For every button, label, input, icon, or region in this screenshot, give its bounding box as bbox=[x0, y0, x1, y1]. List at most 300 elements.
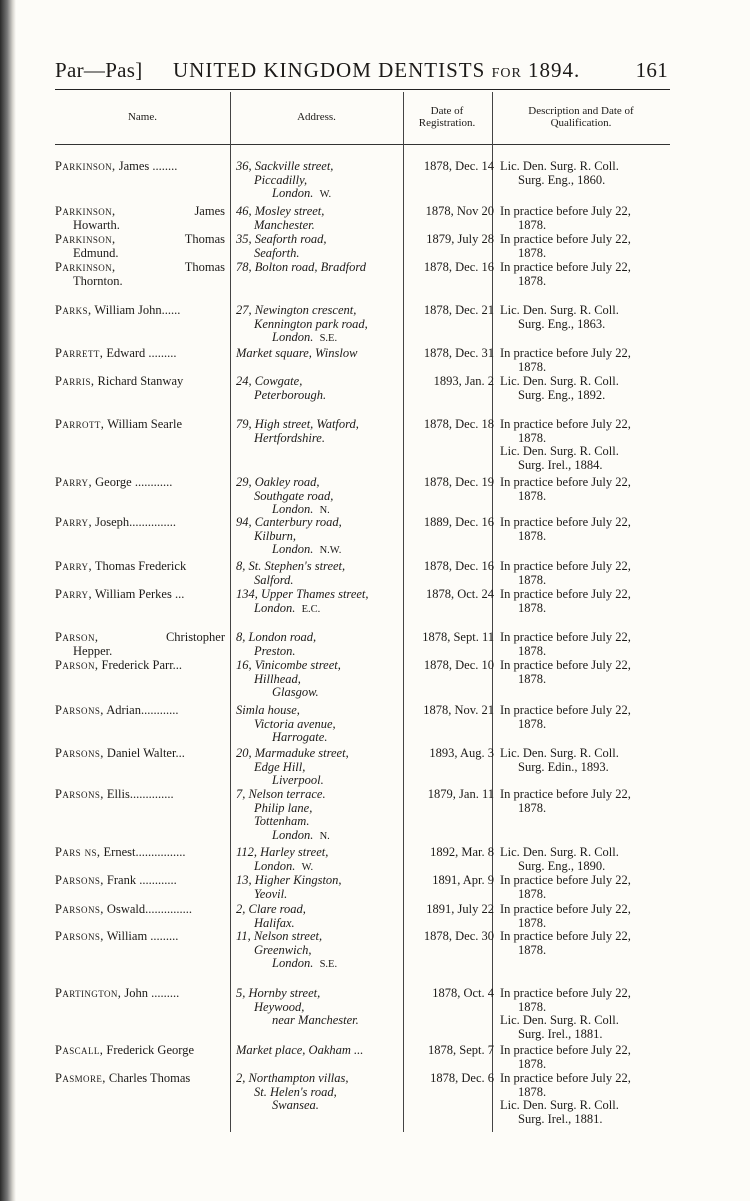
entry-address-text: Kennington park road, bbox=[254, 316, 368, 331]
entry-qualification-line: In practice before July 22, bbox=[500, 1043, 631, 1057]
entry-qualification-line: Lic. Den. Surg. R. Coll. bbox=[500, 1098, 619, 1112]
entry-name-line bbox=[55, 930, 225, 944]
entry-address bbox=[236, 476, 404, 518]
entry-address-line bbox=[236, 802, 404, 816]
entry-address-text: Hillhead, bbox=[254, 671, 301, 686]
entry-qualification bbox=[500, 560, 670, 587]
entry-qualification bbox=[500, 261, 670, 288]
entry-given-name: James bbox=[118, 159, 150, 173]
entry-qualification bbox=[500, 233, 670, 260]
entry-address-text: 35, Seaforth road, bbox=[236, 232, 327, 246]
entry-qualification-line: 1878. bbox=[518, 915, 547, 930]
entry-surname: Pars ns, bbox=[55, 845, 101, 859]
entry-name bbox=[55, 704, 225, 718]
entry-address bbox=[236, 846, 404, 874]
entry-address-line bbox=[236, 731, 404, 745]
entry-address-line bbox=[236, 219, 404, 233]
entry-registration-date: 1878, Dec. 10 bbox=[423, 658, 494, 672]
header-range: Par—Pas] bbox=[55, 58, 143, 82]
entry-address-line bbox=[236, 874, 404, 888]
entry-address bbox=[236, 160, 404, 202]
entry-address-text: Market square, Winslow bbox=[236, 346, 358, 360]
entry-address-text: Southgate road, bbox=[254, 488, 334, 503]
entry-address-line bbox=[236, 418, 404, 432]
entry-given-name: Charles Thomas bbox=[108, 1071, 191, 1085]
entry-address-text: Simla house, bbox=[236, 703, 300, 717]
entry-given-name: Oswald bbox=[106, 902, 146, 916]
entry-address-text: Halifax. bbox=[254, 915, 295, 930]
page-number: 161 bbox=[635, 58, 668, 82]
entry-address-text: Salford. bbox=[254, 572, 294, 587]
entry-qualification-line: In practice before July 22, bbox=[500, 630, 631, 644]
entry-leader-dots: ... bbox=[172, 658, 183, 672]
entry-registration-date: 1878, Dec. 19 bbox=[423, 475, 494, 489]
entry-address-text: Piccadilly, bbox=[254, 172, 308, 187]
entry-surname: Parkinson, bbox=[55, 159, 116, 173]
entry-qualification bbox=[500, 987, 670, 1041]
entry-name-line bbox=[55, 1044, 225, 1058]
entry-address-line bbox=[236, 187, 404, 202]
entry-qualification-line: 1878. bbox=[518, 999, 547, 1014]
entry-address-text: Peterborough. bbox=[254, 387, 327, 402]
entry-qualification bbox=[500, 1044, 670, 1071]
entry-address-text: 7, Nelson terrace. bbox=[236, 787, 326, 801]
entry-name bbox=[55, 788, 225, 802]
entry-name-line bbox=[55, 631, 225, 645]
entry-registration-date: 1879, July 28 bbox=[426, 232, 494, 246]
entry-address-text: Market place, Oakham ... bbox=[236, 1043, 364, 1057]
entry-given-name: William Perkes bbox=[94, 587, 172, 601]
entry-name bbox=[55, 205, 225, 232]
entry-registration-date: 1878, Dec. 31 bbox=[423, 346, 494, 360]
column-header-name bbox=[55, 92, 230, 142]
entry-address-text: 16, Vinicombe street, bbox=[236, 658, 341, 672]
entry-qualification-line: 1878. bbox=[518, 643, 547, 658]
entry-leader-dots: ................ bbox=[135, 845, 186, 859]
entry-given-name: John bbox=[124, 986, 149, 1000]
entry-given-name: William bbox=[106, 929, 148, 943]
entry-given-name: Joseph bbox=[95, 515, 130, 529]
entry-name-line bbox=[55, 375, 225, 389]
entry-qualification-line: Surg. Irel., 1881. bbox=[518, 1111, 603, 1126]
entry-address-text: Greenwich, bbox=[254, 942, 312, 957]
entry-postal-district: W. bbox=[319, 189, 332, 200]
entry-address-line bbox=[236, 987, 404, 1001]
entry-given-name: Adrian bbox=[106, 703, 141, 717]
entry-registration-date: 1893, Jan. 2 bbox=[433, 374, 494, 388]
entry-name bbox=[55, 375, 225, 389]
entry-address-text: Hertfordshire. bbox=[254, 430, 325, 445]
entry-address-line bbox=[236, 160, 404, 174]
entry-address-line bbox=[236, 788, 404, 802]
entry-qualification-line: 1878. bbox=[518, 600, 547, 615]
entry-address-text: 78, Bolton road, Bradford bbox=[236, 260, 366, 274]
entry-qualification-line: Surg. Edin., 1893. bbox=[518, 759, 609, 774]
entry-registration-date: 1878, Dec. 18 bbox=[423, 417, 494, 431]
entry-address-line bbox=[236, 602, 404, 617]
entry-address-line bbox=[236, 1086, 404, 1100]
entry-qualification-line: 1878. bbox=[518, 886, 547, 901]
entry-qualification bbox=[500, 631, 670, 658]
entry-postal-district: S.E. bbox=[319, 959, 338, 970]
entry-address-line bbox=[236, 930, 404, 944]
entry-address-text: London. bbox=[272, 186, 314, 200]
entry-leader-dots: ............... bbox=[129, 515, 177, 529]
entry-address-line bbox=[236, 957, 404, 972]
column-header-date-line1: Date of bbox=[430, 105, 464, 117]
entry-name-line bbox=[55, 205, 225, 219]
entry-address-line bbox=[236, 560, 404, 574]
entry-given-name: William Searle bbox=[107, 417, 183, 431]
entry-registration-date: 1878, Dec. 6 bbox=[430, 1071, 494, 1085]
entry-given-name-cont: Hepper. bbox=[73, 643, 113, 658]
page-header bbox=[55, 56, 670, 86]
entry-address-line bbox=[236, 761, 404, 775]
entry-given-name: Ellis bbox=[106, 787, 130, 801]
entry-address-line bbox=[236, 205, 404, 219]
entry-address bbox=[236, 205, 404, 232]
entry-surname: Parry, bbox=[55, 515, 92, 529]
entry-qualification-line: Surg. Eng., 1892. bbox=[518, 387, 606, 402]
entry-address-text: Glasgow. bbox=[272, 685, 319, 699]
entry-qualification bbox=[500, 588, 670, 615]
entry-qualification-line: 1878. bbox=[518, 942, 547, 957]
entry-address-line bbox=[236, 331, 404, 346]
entry-address-text: London. bbox=[254, 858, 296, 873]
entry-name-line bbox=[55, 476, 225, 490]
entry-address-text: Heywood, bbox=[254, 999, 305, 1014]
entry-qualification-line: Surg. Eng., 1863. bbox=[518, 316, 606, 331]
entry-qualification-line: Surg. Irel., 1884. bbox=[518, 457, 603, 472]
entry-address-line bbox=[236, 903, 404, 917]
entry-leader-dots: ......... bbox=[147, 929, 179, 943]
entry-address-line bbox=[236, 631, 404, 645]
entry-name-line bbox=[55, 347, 225, 361]
entry-address bbox=[236, 347, 404, 361]
entry-qualification bbox=[500, 418, 670, 472]
entry-leader-dots: ...... bbox=[161, 303, 181, 317]
entry-surname: Partington, bbox=[55, 986, 122, 1000]
entry-postal-district: E.C. bbox=[301, 603, 321, 615]
entry-name bbox=[55, 874, 225, 888]
entry-given-name: Frederick George bbox=[106, 1043, 194, 1057]
entry-address-text: Swansea. bbox=[272, 1098, 319, 1112]
entry-address-line bbox=[236, 174, 404, 188]
entry-address-text: 94, Canterbury road, bbox=[236, 515, 342, 529]
entry-qualification-line: Lic. Den. Surg. R. Coll. bbox=[500, 444, 619, 458]
entry-leader-dots: ........ bbox=[149, 159, 178, 173]
entry-address-text: Kilburn, bbox=[254, 528, 297, 543]
entry-address bbox=[236, 261, 404, 275]
entry-qualification bbox=[500, 659, 670, 686]
column-divider bbox=[230, 92, 231, 1132]
entry-address-line bbox=[236, 829, 404, 844]
entry-address bbox=[236, 375, 404, 402]
entry-address-line bbox=[236, 704, 404, 718]
entry-address-text: near Manchester. bbox=[272, 1013, 359, 1027]
entry-given-name: Frederick Parr bbox=[101, 658, 173, 672]
entry-given-name: Frank bbox=[106, 873, 137, 887]
header-title-main: UNITED KINGDOM DENTISTS bbox=[173, 58, 492, 82]
entry-qualification-line: 1878. bbox=[518, 528, 547, 543]
entry-address-line bbox=[236, 944, 404, 958]
entry-qualification-line: In practice before July 22, bbox=[500, 559, 631, 573]
entry-given-name: Richard Stanway bbox=[97, 374, 184, 388]
entry-postal-district: N.W. bbox=[319, 545, 342, 556]
entry-surname: Parkinson, bbox=[55, 260, 116, 274]
entry-qualification-line: 1878. bbox=[518, 359, 547, 374]
entry-address bbox=[236, 874, 404, 901]
entry-qualification-line: 1878. bbox=[518, 716, 547, 731]
entry-qualification-line: In practice before July 22, bbox=[500, 587, 631, 601]
entry-given-name: Thomas Frederick bbox=[94, 559, 187, 573]
entry-qualification bbox=[500, 747, 670, 774]
entry-surname: Parks, bbox=[55, 303, 92, 317]
entry-registration-date: 1878, Dec. 30 bbox=[423, 929, 494, 943]
entry-address-line bbox=[236, 530, 404, 544]
entry-address-line bbox=[236, 543, 404, 558]
header-title-for: FOR bbox=[491, 66, 522, 81]
column-header-address-text: Address. bbox=[297, 111, 336, 123]
entry-leader-dots: ... bbox=[175, 746, 185, 760]
entry-name bbox=[55, 347, 225, 361]
column-header-name-text: Name. bbox=[127, 111, 157, 123]
entry-registration-date: 1878, Dec. 21 bbox=[423, 303, 494, 317]
entry-address-line bbox=[236, 888, 404, 902]
column-header-description-text bbox=[528, 105, 633, 129]
entry-qualification-line: In practice before July 22, bbox=[500, 986, 631, 1000]
entry-name bbox=[55, 903, 225, 917]
entry-address-text: London. bbox=[272, 542, 314, 556]
entry-address bbox=[236, 1044, 404, 1058]
column-header-date-line2: Registration. bbox=[418, 117, 476, 129]
entry-given-name: George bbox=[95, 475, 132, 489]
column-header-date bbox=[403, 92, 491, 142]
entry-address-line bbox=[236, 1099, 404, 1113]
entry-address bbox=[236, 788, 404, 843]
entry-surname: Pascall, bbox=[55, 1043, 104, 1057]
entry-address-text: London. bbox=[272, 330, 314, 344]
entry-leader-dots: ............... bbox=[145, 902, 192, 916]
entry-qualification-line: In practice before July 22, bbox=[500, 902, 631, 916]
entry-address-line bbox=[236, 1044, 404, 1058]
entry-name-line bbox=[55, 560, 225, 574]
entry-address-text: London. bbox=[272, 827, 314, 842]
entry-qualification bbox=[500, 516, 670, 543]
entry-leader-dots: ......... bbox=[145, 346, 177, 360]
entry-address-text: 5, Hornby street, bbox=[236, 986, 321, 1000]
entry-address-text: Victoria avenue, bbox=[254, 716, 336, 731]
entry-qualification-line: Lic. Den. Surg. R. Coll. bbox=[500, 746, 619, 760]
entry-qualification-line: In practice before July 22, bbox=[500, 787, 631, 801]
entry-surname: Parson, bbox=[55, 658, 99, 672]
entry-address-text: 24, Cowgate, bbox=[236, 374, 303, 388]
entry-qualification-line: 1878. bbox=[518, 1084, 547, 1099]
entry-name-line bbox=[55, 788, 225, 802]
entry-address-text: 46, Mosley street, bbox=[236, 204, 325, 218]
entry-leader-dots: ............ bbox=[136, 873, 177, 887]
entry-registration-date: 1878, Nov. 21 bbox=[423, 703, 494, 717]
entry-postal-district: W. bbox=[301, 861, 314, 873]
entry-address-line bbox=[236, 659, 404, 673]
entry-given-name: Daniel Walter bbox=[106, 746, 176, 760]
entry-qualification-line: Lic. Den. Surg. R. Coll. bbox=[500, 374, 619, 388]
header-title bbox=[173, 58, 580, 83]
entry-name bbox=[55, 631, 225, 658]
entry-address bbox=[236, 1072, 404, 1113]
entry-address-text: Edge Hill, bbox=[254, 759, 306, 774]
column-header-description bbox=[492, 92, 670, 142]
entry-surname: Parkinson, bbox=[55, 204, 116, 218]
entry-address-line bbox=[236, 588, 404, 602]
entry-qualification-line: Surg. Irel., 1881. bbox=[518, 1026, 603, 1041]
entry-name-line bbox=[55, 747, 225, 761]
entry-address-line bbox=[236, 233, 404, 247]
entry-qualification-line: In practice before July 22, bbox=[500, 515, 631, 529]
entry-name bbox=[55, 747, 225, 761]
entry-registration-date: 1892, Mar. 8 bbox=[430, 845, 494, 859]
entry-address-text: 2, Northampton villas, bbox=[236, 1071, 349, 1085]
entry-qualification-line: In practice before July 22, bbox=[500, 1071, 631, 1085]
entry-registration-date: 1878, Dec. 16 bbox=[423, 559, 494, 573]
entry-given-name-cont: Howarth. bbox=[73, 217, 120, 232]
entry-surname: Parris, bbox=[55, 374, 95, 388]
entry-qualification bbox=[500, 788, 670, 815]
entry-qualification bbox=[500, 930, 670, 957]
entry-address bbox=[236, 631, 404, 658]
entry-leader-dots: ............ bbox=[140, 703, 179, 717]
entry-address-line bbox=[236, 375, 404, 389]
entry-qualification-line: 1878. bbox=[518, 430, 547, 445]
entry-address-text: London. bbox=[272, 956, 314, 970]
entry-address-line bbox=[236, 860, 404, 875]
entry-surname: Parsons, bbox=[55, 902, 104, 916]
entry-surname: Parsons, bbox=[55, 787, 104, 801]
entry-qualification-line: 1878. bbox=[518, 273, 547, 288]
entry-qualification-line: In practice before July 22, bbox=[500, 232, 631, 246]
entry-address-text: Harrogate. bbox=[272, 730, 328, 744]
entry-qualification-line: In practice before July 22, bbox=[500, 873, 631, 887]
entry-address bbox=[236, 560, 404, 587]
entry-surname: Parrett, bbox=[55, 346, 104, 360]
entry-surname: Parkinson, bbox=[55, 232, 116, 246]
entry-name-line bbox=[55, 846, 225, 860]
entry-qualification-line: 1878. bbox=[518, 800, 547, 815]
entry-qualification-line: In practice before July 22, bbox=[500, 204, 631, 218]
header-title-year: 1894. bbox=[521, 58, 581, 82]
entry-address-line bbox=[236, 645, 404, 659]
entry-name bbox=[55, 261, 225, 288]
entry-qualification-line: Lic. Den. Surg. R. Coll. bbox=[500, 1013, 619, 1027]
entry-address-text: 79, High street, Watford, bbox=[236, 417, 359, 431]
entry-qualification-line: 1878. bbox=[518, 217, 547, 232]
entry-given-name-cont: Thornton. bbox=[73, 273, 123, 288]
entry-surname: Parsons, bbox=[55, 703, 104, 717]
entry-leader-dots: ......... bbox=[148, 986, 180, 1000]
entry-qualification-line: 1878. bbox=[518, 488, 547, 503]
entry-name-line bbox=[55, 1072, 225, 1086]
entry-address-line bbox=[236, 815, 404, 829]
entry-registration-date: 1891, July 22 bbox=[426, 902, 494, 916]
entry-address-line bbox=[236, 917, 404, 931]
entry-surname: Parsons, bbox=[55, 873, 104, 887]
entry-address-line bbox=[236, 1001, 404, 1015]
entry-address bbox=[236, 987, 404, 1028]
entry-address-line bbox=[236, 574, 404, 588]
entry-address-line bbox=[236, 389, 404, 403]
entry-qualification-line: In practice before July 22, bbox=[500, 346, 631, 360]
entry-name-line bbox=[55, 233, 225, 247]
entry-address-text: Philip lane, bbox=[254, 800, 313, 815]
entry-registration-date: 1878, Sept. 11 bbox=[422, 630, 494, 644]
column-header-address bbox=[231, 92, 402, 142]
entry-given-name: Christopher bbox=[165, 630, 225, 644]
entry-qualification bbox=[500, 304, 670, 331]
entry-surname: Parrott, bbox=[55, 417, 105, 431]
entry-surname: Parsons, bbox=[55, 929, 104, 943]
entry-address bbox=[236, 588, 404, 616]
entry-given-name: Thomas bbox=[184, 260, 225, 274]
entry-qualification-line: In practice before July 22, bbox=[500, 475, 631, 489]
entry-address-line bbox=[236, 846, 404, 860]
entry-qualification bbox=[500, 874, 670, 901]
entry-address-line bbox=[236, 673, 404, 687]
entry-address bbox=[236, 418, 404, 445]
entry-address bbox=[236, 233, 404, 260]
entry-qualification bbox=[500, 375, 670, 402]
entry-name-line bbox=[55, 588, 225, 602]
entry-name-line bbox=[55, 418, 225, 432]
entry-qualification-line: Lic. Den. Surg. R. Coll. bbox=[500, 159, 619, 173]
entry-registration-date: 1878, Oct. 24 bbox=[425, 587, 494, 601]
entry-surname: Parry, bbox=[55, 475, 92, 489]
entry-qualification bbox=[500, 205, 670, 232]
entry-qualification-line: In practice before July 22, bbox=[500, 417, 631, 431]
entry-address-text: 2, Clare road, bbox=[236, 902, 306, 916]
entry-qualification-line: Surg. Eng., 1860. bbox=[518, 172, 606, 187]
entry-name-line bbox=[55, 659, 225, 673]
entry-address-text: Preston. bbox=[254, 643, 296, 658]
entry-qualification-line: 1878. bbox=[518, 671, 547, 686]
entry-name bbox=[55, 304, 225, 318]
entry-address-text: 134, Upper Thames street, bbox=[236, 587, 369, 601]
entry-given-name: Ernest bbox=[103, 845, 136, 859]
entry-name bbox=[55, 1044, 225, 1058]
entry-qualification bbox=[500, 160, 670, 187]
entry-address-line bbox=[236, 247, 404, 261]
entry-address bbox=[236, 659, 404, 700]
entry-address-text: Manchester. bbox=[254, 217, 315, 232]
entry-address-line bbox=[236, 490, 404, 504]
entry-qualification-line: 1878. bbox=[518, 572, 547, 587]
entry-name bbox=[55, 160, 225, 174]
entry-address-text: Seaforth. bbox=[254, 245, 300, 260]
entry-address-line bbox=[236, 1072, 404, 1086]
entry-address bbox=[236, 304, 404, 346]
entry-address-text: 36, Sackville street, bbox=[236, 159, 334, 173]
entry-name bbox=[55, 233, 225, 260]
column-header-desc-line1: Description and Date of bbox=[528, 105, 634, 117]
entry-address-line bbox=[236, 516, 404, 530]
entry-address-text: 8, St. Stephen's street, bbox=[236, 559, 346, 573]
entry-address-text: London. bbox=[254, 600, 296, 615]
entry-address-text: 13, Higher Kingston, bbox=[236, 873, 342, 887]
entry-name bbox=[55, 476, 225, 490]
entry-surname: Parry, bbox=[55, 559, 92, 573]
entry-registration-date: 1878, Dec. 16 bbox=[423, 260, 494, 274]
entry-name bbox=[55, 516, 225, 530]
column-divider bbox=[492, 92, 493, 1132]
